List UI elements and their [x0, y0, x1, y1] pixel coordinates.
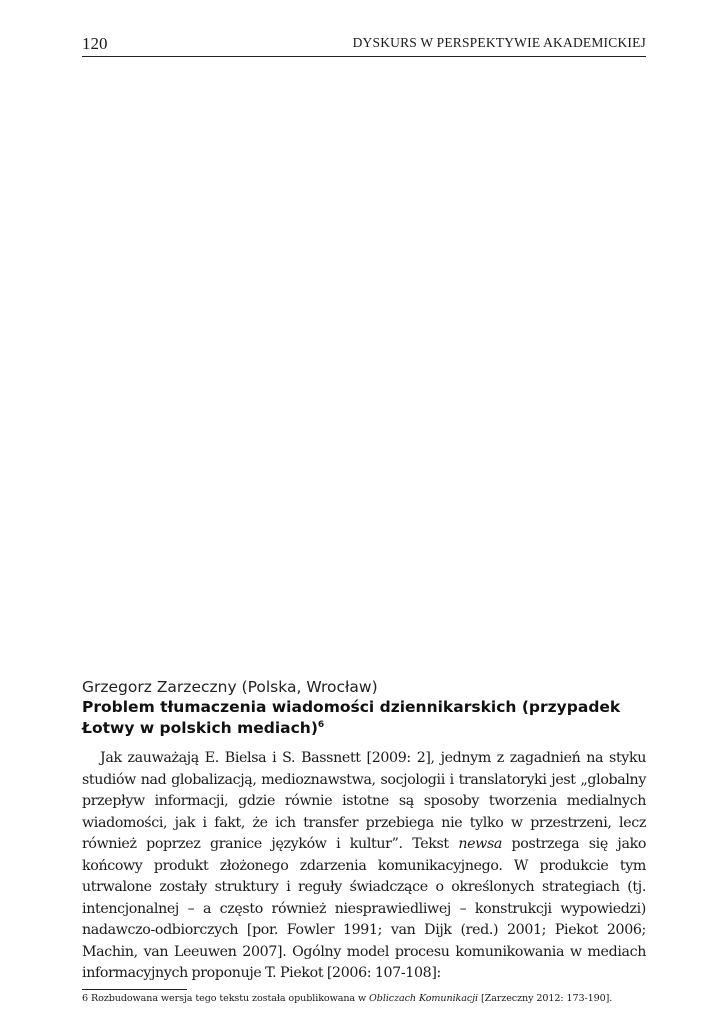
footnote-divider	[82, 989, 187, 990]
footnote	[82, 992, 646, 1005]
article-author: Grzegorz Zarzeczny (Polska, Wrocław)	[82, 678, 378, 696]
footnote-text-part2: [Zarzeczny 2012: 173-190].	[478, 992, 613, 1004]
article-title	[82, 697, 646, 739]
paragraph-text-part2: postrzega się jako końcowy produkt złożonego zdarzenia komunikacyjnego. W produkcie tym utrwalone zostały struktury i reguły świadczące o określonych strategiach (tj. intencjonalnej – a często również niesprawiedliwej – konstrukcji wypowiedzi) nadawczo-odbiorczych [por. Fowler 1991; van Dijk (red.) 2001; Piekot 2006; Machin, van Leeuwen 2007]. Ogólny model procesu komunikowania w mediach informacyjnych proponuje T. Piekot [2006: 107-108]:	[82, 836, 647, 981]
body-paragraph	[82, 748, 646, 985]
paragraph-text-part1: Jak zauważają E. Bielsa i S. Bassnett [2009: 2], jednym z zagadnień na styku studiów nad globalizacją, medioznawstwa, socjologii i translatoryki jest „globalny przepływ informacji, gdzie równie istotne są sposoby tworzenia medialnych wiadomości, jak i fakt, że ich transfer przebiega nie tylko w przestrzeni, lecz również poprzez granice języków i kultur”. Tekst	[82, 750, 646, 852]
article-title-text: Problem tłumaczenia wiadomości dziennikarskich (przypadek Łotwy w polskich mediach)	[82, 698, 621, 737]
page-number: 120	[82, 34, 108, 53]
article	[82, 677, 646, 1005]
footnote-text-part1: 6 Rozbudowana wersja tego tekstu została opublikowana w	[82, 992, 370, 1004]
footnote-italic-title: Obliczach Komunikacji	[369, 992, 478, 1004]
title-footnote-mark: 6	[317, 719, 325, 730]
page-header	[82, 30, 646, 57]
paragraph-italic-term: newsa	[458, 836, 502, 852]
running-title: DYSKURS W PERSPEKTYWIE AKADEMICKIEJ	[352, 35, 646, 50]
